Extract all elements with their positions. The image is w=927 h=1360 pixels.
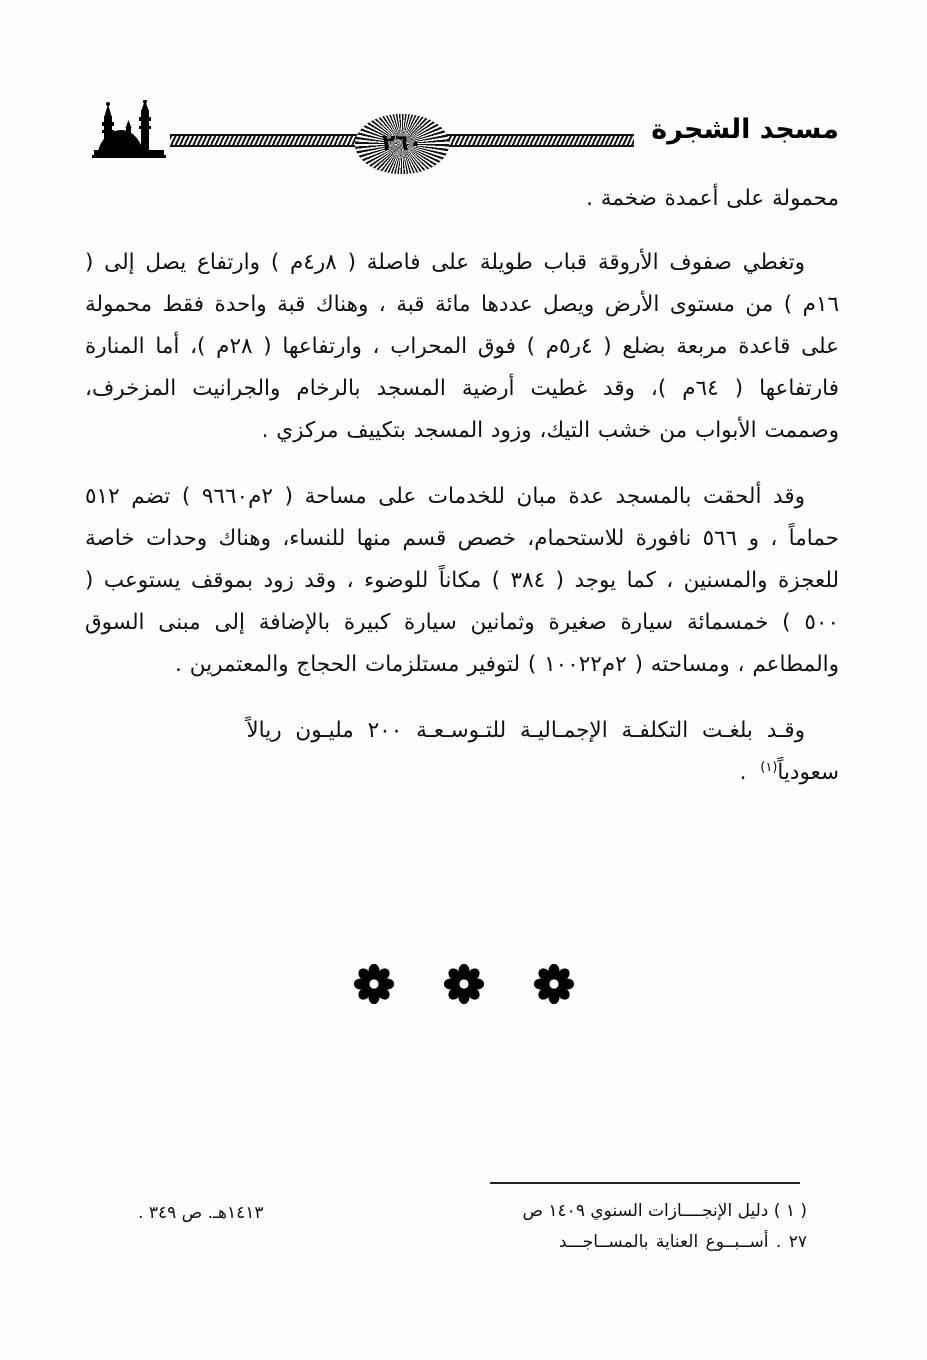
section-ornaments bbox=[0, 963, 927, 1005]
footnote-item bbox=[120, 1196, 807, 1258]
rosette-ornament bbox=[533, 963, 575, 1005]
total-cost-period: . bbox=[739, 760, 761, 785]
footnote-text bbox=[477, 1196, 807, 1258]
rosette-ornament bbox=[353, 963, 395, 1005]
rosette-ornament bbox=[443, 963, 485, 1005]
paragraph-domes-description: وتغطي صفوف الأروقة قباب طويلة على فاصلة ( ٨ر٤م ) وارتفاع يصل إلى ( ١٦م ) من مستوى الأرض ويصل عددها مائة قبة ، وهناك قبة واحدة فقط محمولة على قاعدة مربعة بضلع ( ٤ر٥م ) فوق المحراب ، وارتفاعها ( ٢٨م )، أما المنارة فارتفاعها ( ٦٤م )، وقد غطيت أرضية المسجد بالرخام والجرانيت المزخرف، وصممت الأبواب من خشب التيك، وزود المسجد بتكييف مركزي . bbox=[85, 250, 840, 443]
running-header bbox=[90, 100, 839, 176]
paragraph-service-buildings: وقد ألحقت بالمسجد عدة مبان للخدمات على مساحة ( ٢م٩٦٦٠ ) تضم ٥١٢ حماماً ، و ٥٦٦ نافورة للاستحمام، خصص قسم منها للنساء، وهناك وحدات خاصة للعجزة والمسنين ، كما يوجد ( ٣٨٤ ) مكاناً للوضوء ، وقد زود بموقف يستوعب ( ٥٠٠ ) خمسمائة سيارة صغيرة وثمانين سيارة كبيرة بالإضافة إلى مبنى السوق والمطاعم ، ومساحته ( ٢م١٠٠٢٢ ) لتوفير مستلزمات الحجاج والمعتمرين . bbox=[85, 484, 840, 677]
page-number: ٢٦٠ bbox=[381, 131, 423, 156]
book-title: مسجد الشجرة bbox=[651, 114, 839, 145]
footnote-line-2: ٢٧ . أســبــوع العناية بالمســاجـــد bbox=[558, 1232, 807, 1252]
total-cost-text: وقـد بلغـت التكلفـة الإجمـاليـة للتـوسـعـة ٢٠٠ مليـون ريالاً bbox=[246, 718, 805, 743]
footnote-separator bbox=[490, 1182, 800, 1184]
page-number-medallion bbox=[355, 114, 449, 174]
footnote-line-1: ( ١ ) دليل الإنجــــازات السنوي ١٤٠٩ ص bbox=[522, 1201, 807, 1221]
rope-divider bbox=[170, 130, 634, 156]
paragraph-continuation: محمولة على أعمدة ضخمة . bbox=[586, 186, 839, 211]
rope-segment-left bbox=[170, 134, 365, 147]
footnote-area bbox=[120, 1196, 807, 1258]
total-cost-text-line2: سعودياً bbox=[777, 760, 839, 785]
mosque-icon bbox=[90, 100, 168, 162]
footnote-side-note: ١٤١٣هـ. ص ٣٤٩ . bbox=[138, 1203, 264, 1223]
footnote-reference[interactable]: (١) bbox=[760, 759, 778, 775]
page-body bbox=[85, 178, 839, 808]
paragraph-total-cost bbox=[85, 710, 839, 794]
